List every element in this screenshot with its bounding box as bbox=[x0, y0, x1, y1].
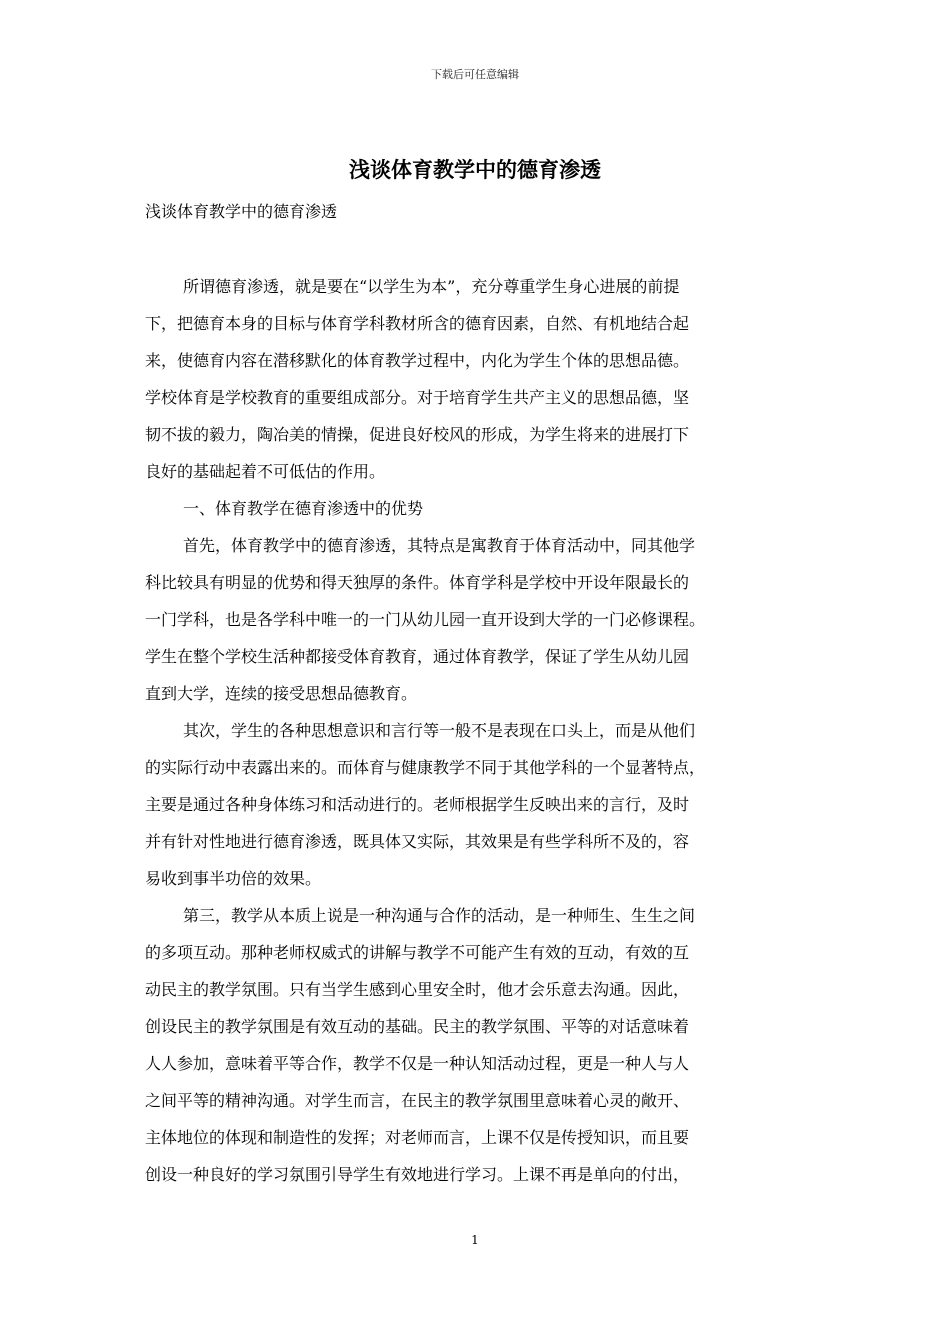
section-heading: 一、体育教学在德育渗透中的优势 bbox=[183, 499, 424, 518]
text-line: 其次，学生的各种思想意识和言行等一般不是表现在口头上，而是从他们 bbox=[183, 721, 696, 740]
header-note: 下载后可任意编辑 bbox=[431, 68, 519, 81]
text-line: 之间平等的精神沟通。对学生而言，在民主的教学氛围里意味着心灵的敞开、 bbox=[145, 1091, 690, 1110]
body-text bbox=[145, 268, 809, 1193]
text-line: 学生在整个学校生活种都接受体育教育，通过体育教学，保证了学生从幼儿园 bbox=[145, 647, 690, 666]
text-line: 下，把德育本身的目标与体育学科教材所含的德育因素，自然、有机地结合起 bbox=[145, 314, 690, 333]
text-line: 韧不拔的毅力，陶冶美的情操，促进良好校风的形成，为学生将来的进展打下 bbox=[145, 425, 690, 444]
text-line: 首先，体育教学中的德育渗透，其特点是寓教育于体育活动中，同其他学 bbox=[183, 536, 696, 555]
text-line: 主体地位的体现和制造性的发挥；对老师而言，上课不仅是传授知识，而且要 bbox=[145, 1128, 690, 1147]
document-subtitle: 浅谈体育教学中的德育渗透 bbox=[145, 202, 338, 221]
text-line: 一门学科，也是各学科中唯一的一门从幼儿园一直开设到大学的一门必修课程。 bbox=[145, 610, 706, 629]
text-line: 创设一种良好的学习氛围引导学生有效地进行学习。上课不再是单向的付出， bbox=[145, 1165, 690, 1184]
text-line: 学校体育是学校教育的重要组成部分。对于培育学生共产主义的思想品德，坚 bbox=[145, 388, 690, 407]
text-line: 的实际行动中表露出来的。而体育与健康教学不同于其他学科的一个显著特点， bbox=[145, 758, 706, 777]
text-line: 主要是通过各种身体练习和活动进行的。老师根据学生反映出来的言行，及时 bbox=[145, 795, 690, 814]
page-number: 1 bbox=[471, 1233, 479, 1247]
text-line: 良好的基础起着不可低估的作用。 bbox=[145, 462, 386, 481]
document-title: 浅谈体育教学中的德育渗透 bbox=[349, 157, 601, 182]
text-line: 科比较具有明显的优势和得天独厚的条件。体育学科是学校中开设年限最长的 bbox=[145, 573, 690, 592]
text-line: 动民主的教学氛围。只有当学生感到心里安全时，他才会乐意去沟通。因此， bbox=[145, 980, 690, 999]
text-line: 直到大学，连续的接受思想品德教育。 bbox=[145, 684, 418, 703]
text-line: 来，使德育内容在潜移默化的体育教学过程中，内化为学生个体的思想品德。 bbox=[145, 351, 690, 370]
text-line: 并有针对性地进行德育渗透，既具体又实际，其效果是有些学科所不及的，容 bbox=[145, 832, 690, 851]
text-line: 创设民主的教学氛围是有效互动的基础。民主的教学氛围、平等的对话意味着 bbox=[145, 1017, 690, 1036]
text-line: 易收到事半功倍的效果。 bbox=[145, 869, 322, 888]
text-line: 的多项互动。那种老师权威式的讲解与教学不可能产生有效的互动，有效的互 bbox=[145, 943, 690, 962]
text-line: 所谓德育渗透，就是要在“以学生为本”，充分尊重学生身心进展的前提 bbox=[183, 277, 680, 296]
text-line: 人人参加，意味着平等合作，教学不仅是一种认知活动过程，更是一种人与人 bbox=[145, 1054, 690, 1073]
text-line: 第三，教学从本质上说是一种沟通与合作的活动，是一种师生、生生之间 bbox=[183, 906, 696, 925]
